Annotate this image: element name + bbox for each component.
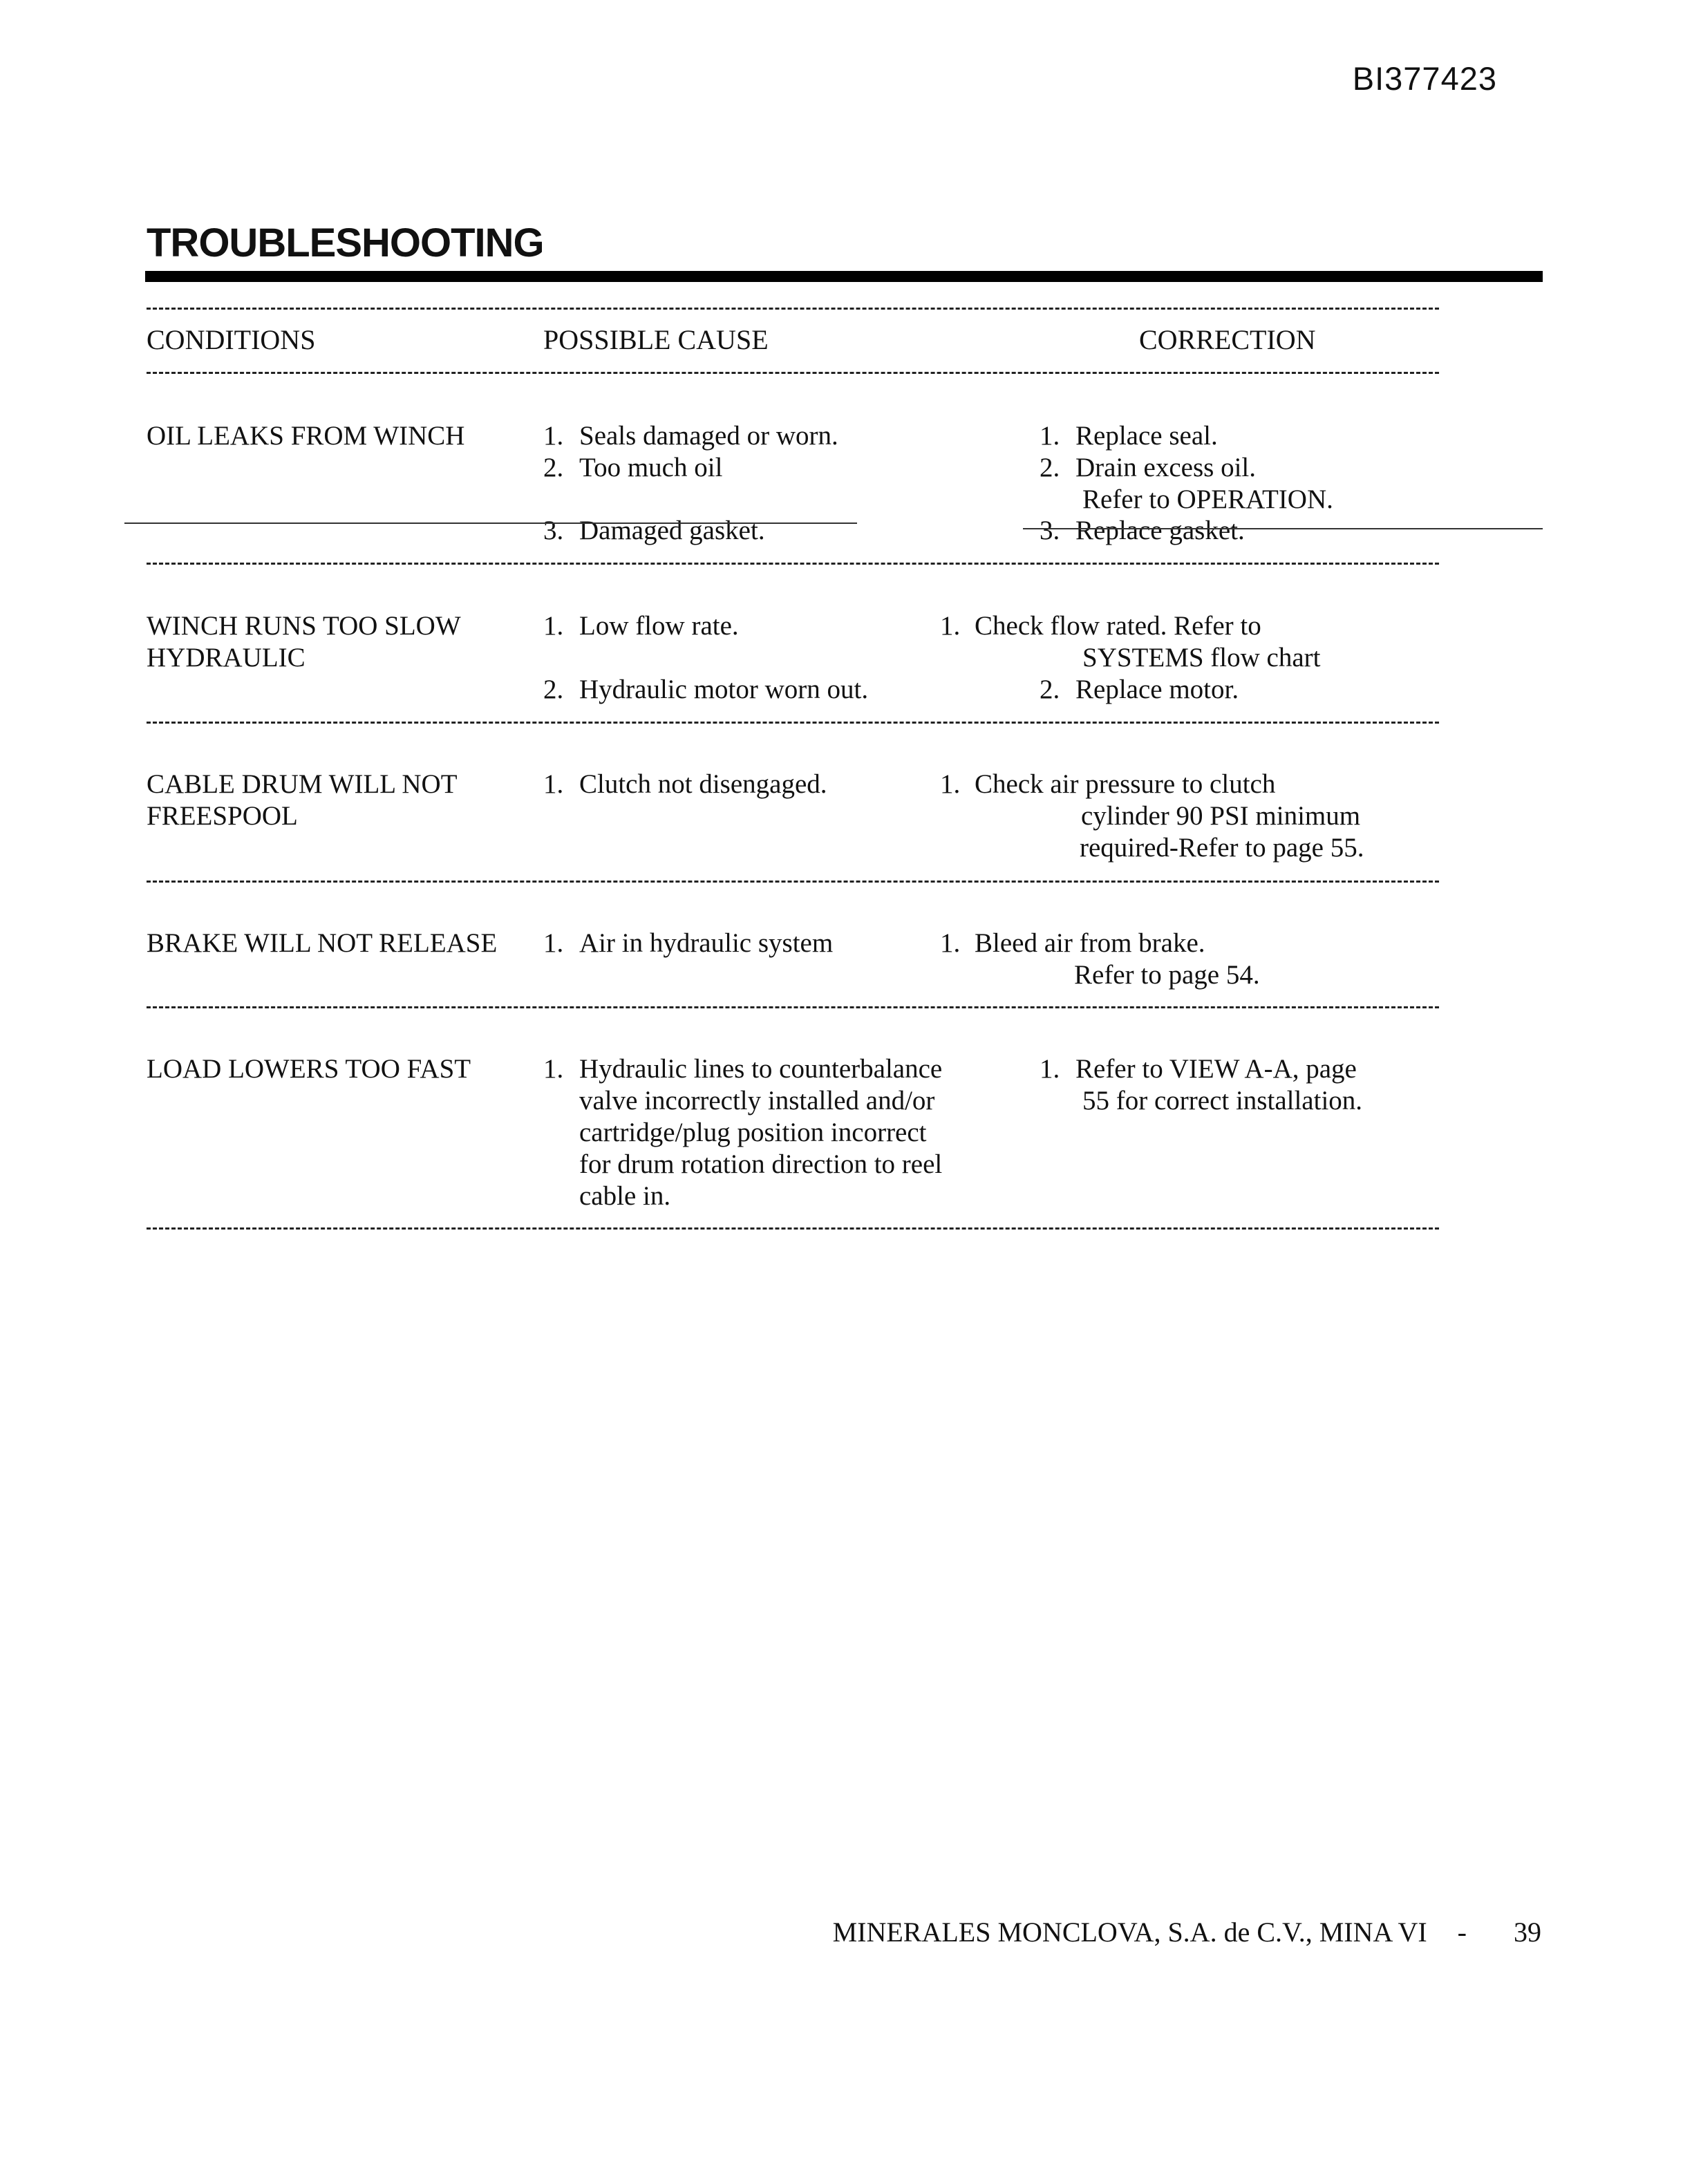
title-rule (145, 271, 1543, 282)
row-divider (147, 1006, 1439, 1008)
correction-text: Drain excess oil. (1075, 453, 1257, 482)
cause-text: Hydraulic motor worn out. (579, 675, 869, 704)
condition-text: LOAD LOWERS TOO FAST (147, 1054, 471, 1084)
correction-number: 1. (940, 769, 961, 799)
scan-artifact-line (1023, 528, 1543, 529)
correction-text: Bleed air from brake. (975, 928, 1205, 958)
cause-number: 1. (543, 421, 564, 451)
correction-text: Replace seal. (1075, 421, 1218, 451)
cause-number: 2. (543, 675, 564, 704)
header-conditions: CONDITIONS (147, 324, 316, 355)
header-possible-cause: POSSIBLE CAUSE (543, 324, 769, 355)
cause-text: for drum rotation direction to reel (579, 1149, 943, 1179)
cause-number: 2. (543, 453, 564, 482)
condition-text: CABLE DRUM WILL NOT (147, 769, 458, 799)
cause-text: Hydraulic lines to counterbalance (579, 1054, 943, 1084)
correction-text: Refer to page 54. (1074, 960, 1260, 990)
correction-text: Check flow rated. Refer to (975, 611, 1261, 641)
correction-number: 2. (1040, 675, 1060, 704)
condition-text: BRAKE WILL NOT RELEASE (147, 928, 498, 958)
correction-text: 55 for correct installation. (1082, 1086, 1363, 1115)
cause-number: 3. (543, 516, 564, 545)
correction-number: 1. (1040, 1054, 1060, 1084)
scan-artifact-line (124, 523, 857, 524)
cause-number: 1. (543, 769, 564, 799)
cause-text: valve incorrectly installed and/or (579, 1086, 935, 1115)
row-divider (147, 1227, 1439, 1230)
cause-text: Too much oil (579, 453, 723, 482)
row-divider (147, 722, 1439, 724)
cause-number: 1. (543, 611, 564, 641)
page-title: TROUBLESHOOTING (147, 220, 544, 265)
condition-text: WINCH RUNS TOO SLOW (147, 611, 461, 641)
correction-number: 1. (1040, 421, 1060, 451)
correction-number: 1. (940, 928, 961, 958)
header-correction: CORRECTION (1139, 324, 1316, 355)
cause-text: Low flow rate. (579, 611, 739, 641)
correction-text: Refer to VIEW A-A, page (1075, 1054, 1357, 1084)
cause-text: Air in hydraulic system (579, 928, 834, 958)
correction-text: Replace motor. (1075, 675, 1239, 704)
correction-number: 2. (1040, 453, 1060, 482)
row-divider (147, 563, 1439, 565)
cause-text: cable in. (579, 1181, 671, 1211)
correction-text: cylinder 90 PSI minimum (1081, 801, 1361, 831)
correction-text: required-Refer to page 55. (1080, 833, 1364, 863)
correction-number: 1. (940, 611, 961, 641)
cause-text: Damaged gasket. (579, 516, 765, 545)
correction-number: 3. (1040, 516, 1060, 545)
correction-text: Check air pressure to clutch (975, 769, 1276, 799)
row-divider (147, 881, 1439, 883)
condition-text: FREESPOOL (147, 801, 298, 831)
cause-text: Clutch not disengaged. (579, 769, 827, 799)
correction-text: Replace gasket. (1075, 516, 1245, 545)
correction-text: Refer to OPERATION. (1082, 484, 1333, 514)
footer-separator: - (1457, 1917, 1467, 1948)
condition-text: OIL LEAKS FROM WINCH (147, 421, 465, 451)
header-bottom-divider (147, 372, 1439, 374)
cause-number: 1. (543, 928, 564, 958)
footer-company: MINERALES MONCLOVA, S.A. de C.V., MINA VI (832, 1917, 1427, 1948)
cause-number: 1. (543, 1054, 564, 1084)
cause-text: Seals damaged or worn. (579, 421, 838, 451)
page-number: 39 (1514, 1917, 1541, 1948)
correction-text: SYSTEMS flow chart (1082, 643, 1321, 672)
condition-text: HYDRAULIC (147, 643, 306, 672)
document-id: BI377423 (1352, 60, 1497, 97)
page-footer (833, 1916, 1541, 1948)
header-top-divider (147, 308, 1439, 310)
cause-text: cartridge/plug position incorrect (579, 1118, 927, 1147)
